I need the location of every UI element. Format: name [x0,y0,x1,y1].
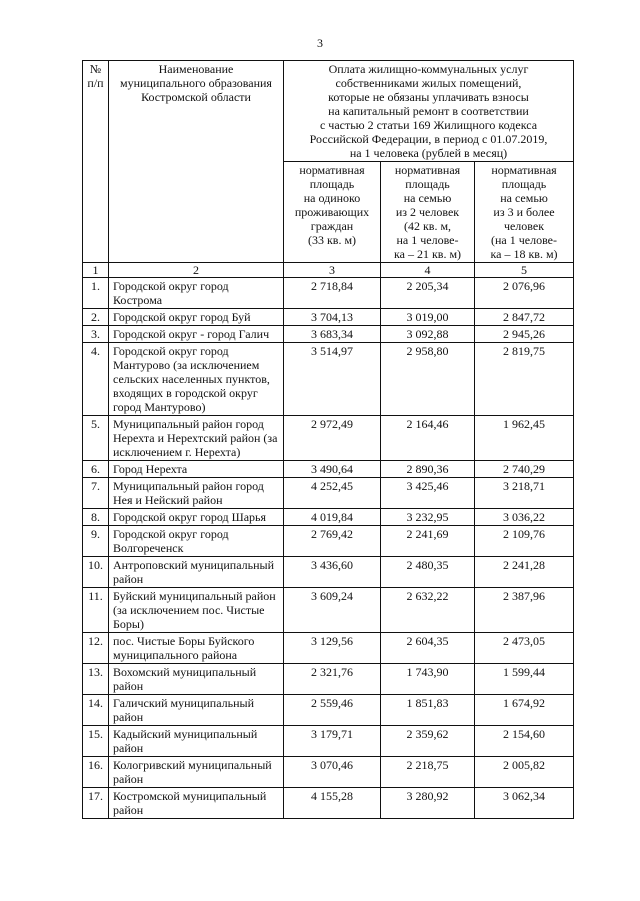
row-name: Городской округ город Шарья [109,509,284,526]
row-value-single: 2 559,46 [284,695,381,726]
row-number: 11. [83,588,109,633]
row-value-single: 3 514,97 [284,343,381,416]
row-value-family-3: 3 036,22 [475,509,574,526]
subheader-family-3: нормативная площадь на семью из 3 и более человек (на 1 челове- ка – 18 кв. м) [475,162,574,263]
row-value-family-3: 2 473,05 [475,633,574,664]
column-number: 2 [109,263,284,278]
row-value-single: 3 129,56 [284,633,381,664]
row-value-family-3: 2 819,75 [475,343,574,416]
row-name: Городской округ город Мантурово (за исключением сельских населенных пунктов, входящих в городской округ город Мантурово) [109,343,284,416]
row-number: 1. [83,278,109,309]
row-number: 3. [83,326,109,343]
table-body [83,278,574,819]
row-value-family-2: 1 743,90 [381,664,475,695]
row-name: Городской округ город Волгореченск [109,526,284,557]
table-row [83,326,574,343]
row-name: Город Нерехта [109,461,284,478]
row-value-family-3: 3 062,34 [475,788,574,819]
row-value-family-2: 2 890,36 [381,461,475,478]
row-value-single: 3 490,64 [284,461,381,478]
row-value-single: 2 972,49 [284,416,381,461]
row-value-family-2: 2 359,62 [381,726,475,757]
row-value-single: 4 019,84 [284,509,381,526]
row-value-family-2: 2 632,22 [381,588,475,633]
row-value-family-2: 2 205,34 [381,278,475,309]
table-row [83,695,574,726]
row-value-family-2: 2 604,35 [381,633,475,664]
row-value-family-3: 1 599,44 [475,664,574,695]
row-value-single: 3 070,46 [284,757,381,788]
row-name: Галичский муниципальный район [109,695,284,726]
table-row [83,309,574,326]
table-row [83,588,574,633]
table-row [83,757,574,788]
tariff-table [82,60,574,819]
subheader-family-2: нормативная площадь на семью из 2 человек (42 кв. м, на 1 челове- ка – 21 кв. м) [381,162,475,263]
row-name: Городской округ - город Галич [109,326,284,343]
row-number: 17. [83,788,109,819]
row-value-single: 3 179,71 [284,726,381,757]
table-row [83,278,574,309]
row-value-family-2: 3 425,46 [381,478,475,509]
row-value-family-3: 1 674,92 [475,695,574,726]
row-value-single: 4 155,28 [284,788,381,819]
row-name: пос. Чистые Боры Буйского муниципального района [109,633,284,664]
row-number: 14. [83,695,109,726]
row-value-single: 3 436,60 [284,557,381,588]
row-name: Кадыйский муниципальный район [109,726,284,757]
row-value-single: 3 683,34 [284,326,381,343]
row-value-family-2: 3 092,88 [381,326,475,343]
table-row [83,478,574,509]
row-value-family-3: 2 740,29 [475,461,574,478]
row-number: 15. [83,726,109,757]
row-value-family-3: 2 387,96 [475,588,574,633]
column-number: 4 [381,263,475,278]
row-value-family-3: 3 218,71 [475,478,574,509]
table-row [83,788,574,819]
table-row [83,526,574,557]
row-value-family-3: 2 109,76 [475,526,574,557]
column-number-row [83,263,574,278]
row-value-single: 3 704,13 [284,309,381,326]
row-value-single: 2 769,42 [284,526,381,557]
row-number: 6. [83,461,109,478]
row-value-family-2: 3 019,00 [381,309,475,326]
row-name: Городской округ город Буй [109,309,284,326]
table-row [83,509,574,526]
table-row [83,461,574,478]
row-name: Вохомский муниципальный район [109,664,284,695]
row-number: 9. [83,526,109,557]
row-name: Буйский муниципальный район (за исключением пос. Чистые Боры) [109,588,284,633]
row-number: 8. [83,509,109,526]
row-value-single: 3 609,24 [284,588,381,633]
row-value-family-3: 2 005,82 [475,757,574,788]
column-number: 5 [475,263,574,278]
header-payment: Оплата жилищно-коммунальных услуг собственниками жилых помещений, которые не обязаны уплачивать взносы на капитальный ремонт в соответствии с частью 2 статьи 169 Жилищного кодекса Российской Федерации, в период с 01.07.2019, на 1 человека (рублей в месяц) [284,61,574,162]
table-row [83,343,574,416]
row-value-family-3: 2 076,96 [475,278,574,309]
row-number: 16. [83,757,109,788]
row-name: Костромской муниципальный район [109,788,284,819]
row-value-family-2: 1 851,83 [381,695,475,726]
page-number: 3 [317,36,323,50]
table-row [83,416,574,461]
row-value-family-2: 3 280,92 [381,788,475,819]
row-value-family-2: 2 218,75 [381,757,475,788]
row-value-single: 2 321,76 [284,664,381,695]
row-value-family-3: 2 241,28 [475,557,574,588]
row-number: 12. [83,633,109,664]
header-row [83,61,574,162]
row-name: Муниципальный район город Нерехта и Нерехтский район (за исключением г. Нерехта) [109,416,284,461]
column-number: 3 [284,263,381,278]
row-number: 5. [83,416,109,461]
row-value-family-3: 2 847,72 [475,309,574,326]
table-row [83,633,574,664]
row-value-single: 2 718,84 [284,278,381,309]
row-number: 4. [83,343,109,416]
row-name: Кологривский муниципальный район [109,757,284,788]
row-value-family-2: 2 958,80 [381,343,475,416]
row-value-family-2: 2 480,35 [381,557,475,588]
row-name: Муниципальный район город Нея и Нейский район [109,478,284,509]
header-number: № п/п [83,61,109,263]
row-number: 2. [83,309,109,326]
row-value-family-3: 2 154,60 [475,726,574,757]
row-value-family-3: 1 962,45 [475,416,574,461]
table-row [83,664,574,695]
row-value-family-3: 2 945,26 [475,326,574,343]
table-row [83,726,574,757]
table-row [83,557,574,588]
column-number: 1 [83,263,109,278]
row-value-family-2: 2 164,46 [381,416,475,461]
row-number: 10. [83,557,109,588]
row-number: 7. [83,478,109,509]
row-value-family-2: 2 241,69 [381,526,475,557]
subheader-single: нормативная площадь на одиноко проживающих граждан (33 кв. м) [284,162,381,263]
row-name: Городской округ город Кострома [109,278,284,309]
row-number: 13. [83,664,109,695]
row-name: Антроповский муниципальный район [109,557,284,588]
header-name: Наименование муниципального образования Костромской области [109,61,284,263]
row-value-single: 4 252,45 [284,478,381,509]
row-value-family-2: 3 232,95 [381,509,475,526]
